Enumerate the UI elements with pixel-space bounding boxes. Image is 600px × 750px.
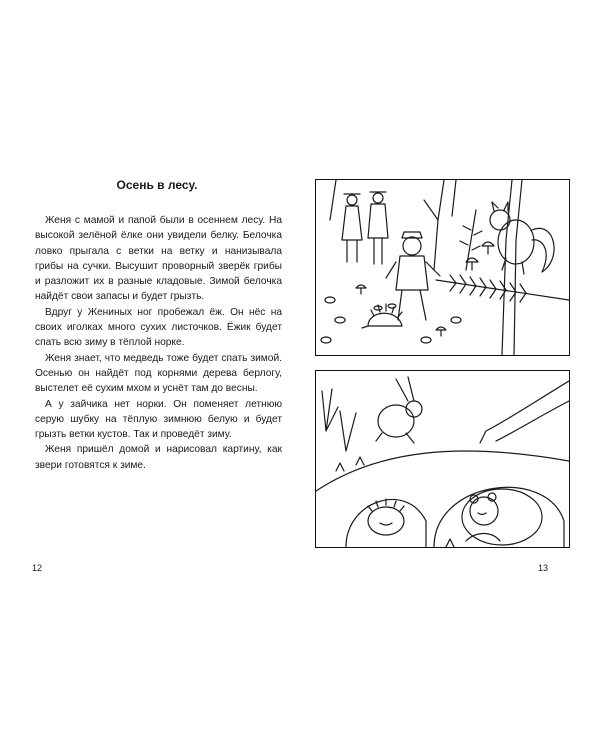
paragraph: Женя с мамой и папой были в осеннем лесу. На высокой зелёной ёлке они увидели белку. Белочка ловко прыгала с ветки на ветку и нанизывала грибы на сучки. Высушит проворный зверёк грибы и разложит их в разные кладовые. Зимой белочка найдёт свои запасы и будет грызть. <box>35 215 282 303</box>
paragraph: А у зайчика нет норки. Он поменяет летнюю серую шубку на тёплую зимнюю белую и будет грызть ветки кустов. Так и проведёт зиму. <box>35 398 282 441</box>
hedgehog-icon <box>362 304 402 328</box>
page-number-left: 12 <box>32 563 43 573</box>
winter-animals-illustration <box>315 370 570 548</box>
paragraph: Вдруг у Жениных ног пробежал ёж. Он нёс на своих иголках много сухих листочков. Ёжик будет спать всю зиму в тёплой норке. <box>35 306 282 349</box>
autumn-forest-illustration <box>315 179 570 356</box>
sleeping-bear-icon <box>462 489 542 545</box>
story-title: Осень в лесу. <box>116 178 198 192</box>
page-number-right: 13 <box>538 563 549 573</box>
squirrel-icon <box>490 202 554 274</box>
hare-icon <box>376 377 422 443</box>
den-icon <box>434 487 564 547</box>
paragraph: Женя пришёл домой и нарисовал картину, как звери готовятся к зиме. <box>35 444 282 471</box>
hill-line-icon <box>316 451 569 491</box>
paragraph: Женя знает, что медведь тоже будет спать зимой. Осенью он найдёт под корнями дерева берлогу, выстелет её сухим мхом и уснёт там до весны. <box>35 352 282 395</box>
family-figures-icon <box>342 192 440 320</box>
bare-tree-icon <box>322 381 569 451</box>
sleeping-hedgehog-icon <box>368 499 404 535</box>
story-text <box>35 213 282 473</box>
